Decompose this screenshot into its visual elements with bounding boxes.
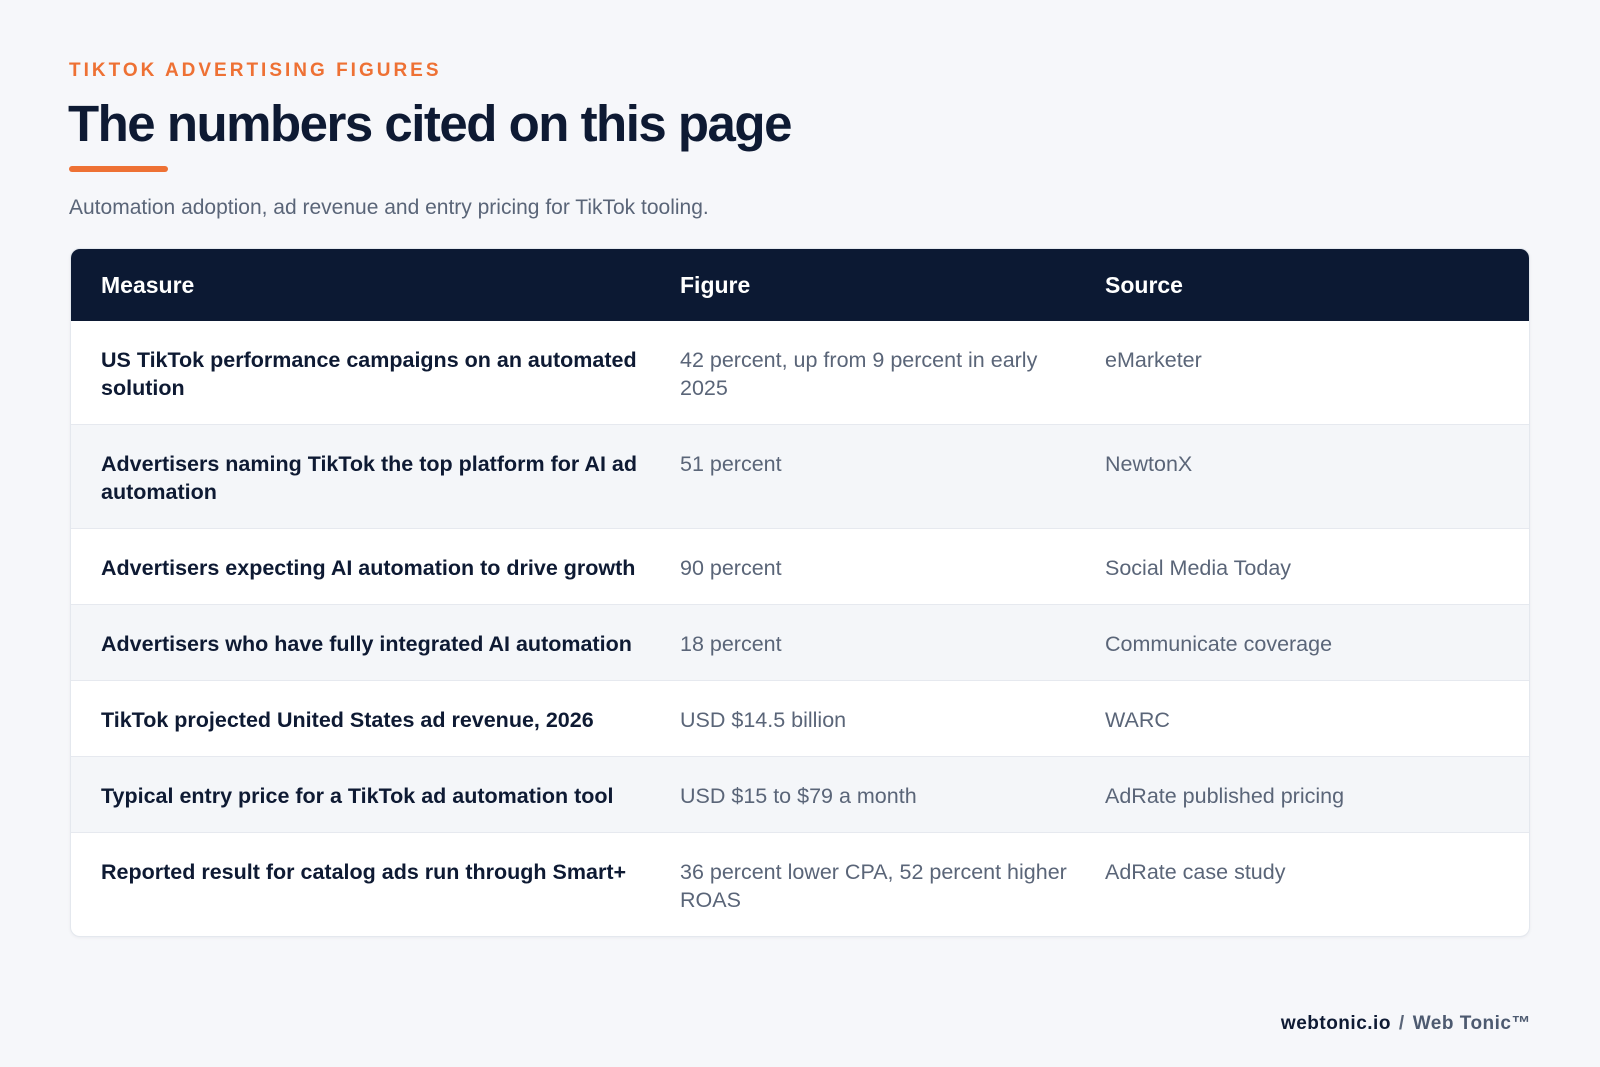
measure-cell: Typical entry price for a TikTok ad automation tool [101, 784, 614, 808]
table-row [71, 424, 1529, 528]
table-row [71, 832, 1529, 936]
figure-cell: USD $14.5 billion [680, 708, 847, 732]
figure-cell: 18 percent [680, 632, 782, 656]
column-header-measure: Measure [101, 271, 195, 298]
column-header-source: Source [1105, 271, 1183, 298]
source-cell: AdRate published pricing [1105, 784, 1345, 808]
measure-cell: Advertisers who have fully integrated AI automation [101, 632, 632, 656]
column-header-figure: Figure [680, 271, 751, 298]
footer-credit [1281, 1013, 1531, 1035]
table-row [71, 680, 1529, 756]
source-cell: Communicate coverage [1105, 632, 1333, 656]
page-eyebrow: TIKTOK ADVERTISING FIGURES [69, 60, 442, 81]
title-accent-rule [69, 166, 168, 172]
table-row [71, 321, 1529, 424]
measure-cell: Advertisers naming TikTok the top platform for AI ad automation [101, 452, 637, 504]
page-subtitle: Automation adoption, ad revenue and entry pricing for TikTok tooling. [69, 196, 709, 219]
table-row [71, 604, 1529, 680]
measure-cell: Reported result for catalog ads run through Smart+ [101, 860, 627, 884]
footer-brand: Web Tonic™ [1412, 1013, 1531, 1034]
table-header [71, 249, 1529, 321]
source-cell: AdRate case study [1105, 860, 1286, 884]
table-row [71, 528, 1529, 604]
table-body [71, 321, 1529, 936]
table-row [71, 756, 1529, 832]
figure-cell: 51 percent [680, 452, 782, 476]
source-cell: eMarketer [1105, 348, 1202, 372]
measure-cell: TikTok projected United States ad revenue, 2026 [101, 708, 594, 732]
source-cell: Social Media Today [1105, 556, 1292, 580]
figure-cell: 90 percent [680, 556, 782, 580]
source-cell: NewtonX [1105, 452, 1193, 476]
footer-separator: / [1398, 1013, 1405, 1034]
page-title: The numbers cited on this page [68, 95, 791, 152]
source-cell: WARC [1105, 708, 1170, 732]
figure-cell: 36 percent lower CPA, 52 percent higher ROAS [680, 860, 1067, 912]
measure-cell: US TikTok performance campaigns on an automated solution [101, 348, 637, 400]
figures-table [70, 248, 1530, 937]
figure-cell: 42 percent, up from 9 percent in early 2025 [680, 348, 1038, 400]
footer-domain: webtonic.io [1280, 1013, 1391, 1034]
measure-cell: Advertisers expecting AI automation to drive growth [101, 556, 636, 580]
figure-cell: USD $15 to $79 a month [680, 784, 917, 808]
